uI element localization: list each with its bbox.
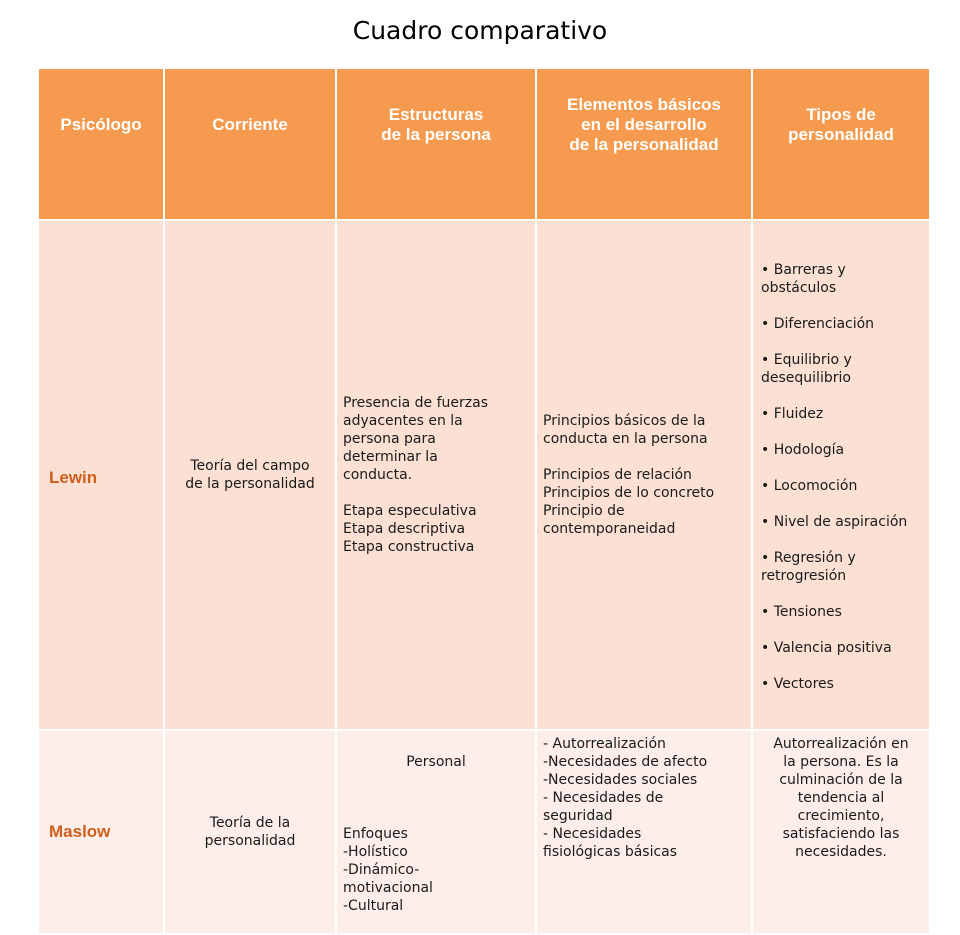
- page-title: Cuadro comparativo: [352, 16, 608, 45]
- cell-elementos: - Autorrealización -Necesidades de afecto -Necesidades sociales - Necesidades de seguridad - Necesidades fisiológicas básicas: [536, 730, 752, 934]
- header-tipos: Tipos de personalidad: [752, 68, 930, 220]
- cell-psicologo: Maslow: [38, 730, 164, 934]
- list-item: • Locomoción: [761, 477, 923, 495]
- table-row-maslow: [38, 730, 930, 934]
- cell-estructuras: [336, 730, 536, 934]
- table-row-lewin: [38, 220, 930, 730]
- list-item: • Barreras y obstáculos: [761, 261, 923, 297]
- cell-corriente: Teoría del campo de la personalidad: [164, 220, 336, 730]
- list-item: • Regresión y retrogresión: [761, 549, 923, 585]
- cell-tipos: [752, 220, 930, 730]
- header-corriente: Corriente: [164, 68, 336, 220]
- list-item: • Equilibrio y desequilibrio: [761, 351, 923, 387]
- list-item: • Hodología: [761, 441, 923, 459]
- cell-corriente: Teoría de la personalidad: [164, 730, 336, 934]
- cell-psicologo: Lewin: [38, 220, 164, 730]
- list-item: • Diferenciación: [761, 315, 923, 333]
- list-item: • Nivel de aspiración: [761, 513, 923, 531]
- list-item: • Tensiones: [761, 603, 923, 621]
- list-item: • Vectores: [761, 675, 923, 693]
- list-item: • Fluidez: [761, 405, 923, 423]
- tipos-list: [761, 243, 923, 711]
- header-estructuras: Estructuras de la persona: [336, 68, 536, 220]
- header-elementos: Elementos básicos en el desarrollo de la personalidad: [536, 68, 752, 220]
- cell-estructuras: Presencia de fuerzas adyacentes en la persona para determinar la conducta. Etapa especulativa Etapa descriptiva Etapa constructiva: [336, 220, 536, 730]
- header-psicologo: Psicólogo: [38, 68, 164, 220]
- spacer: [343, 789, 529, 807]
- cell-elementos: Principios básicos de la conducta en la persona Principios de relación Principios de lo concreto Principio de contemporaneidad: [536, 220, 752, 730]
- table-header-row: [38, 68, 930, 220]
- estructuras-title: Personal: [406, 754, 466, 770]
- estructuras-text: Enfoques -Holístico -Dinámico- motivacional -Cultural: [343, 826, 433, 914]
- cell-tipos: Autorrealización en la persona. Es la culminación de la tendencia al crecimiento, satisfaciendo las necesidades.: [752, 730, 930, 934]
- list-item: • Valencia positiva: [761, 639, 923, 657]
- comparison-table: [37, 67, 931, 935]
